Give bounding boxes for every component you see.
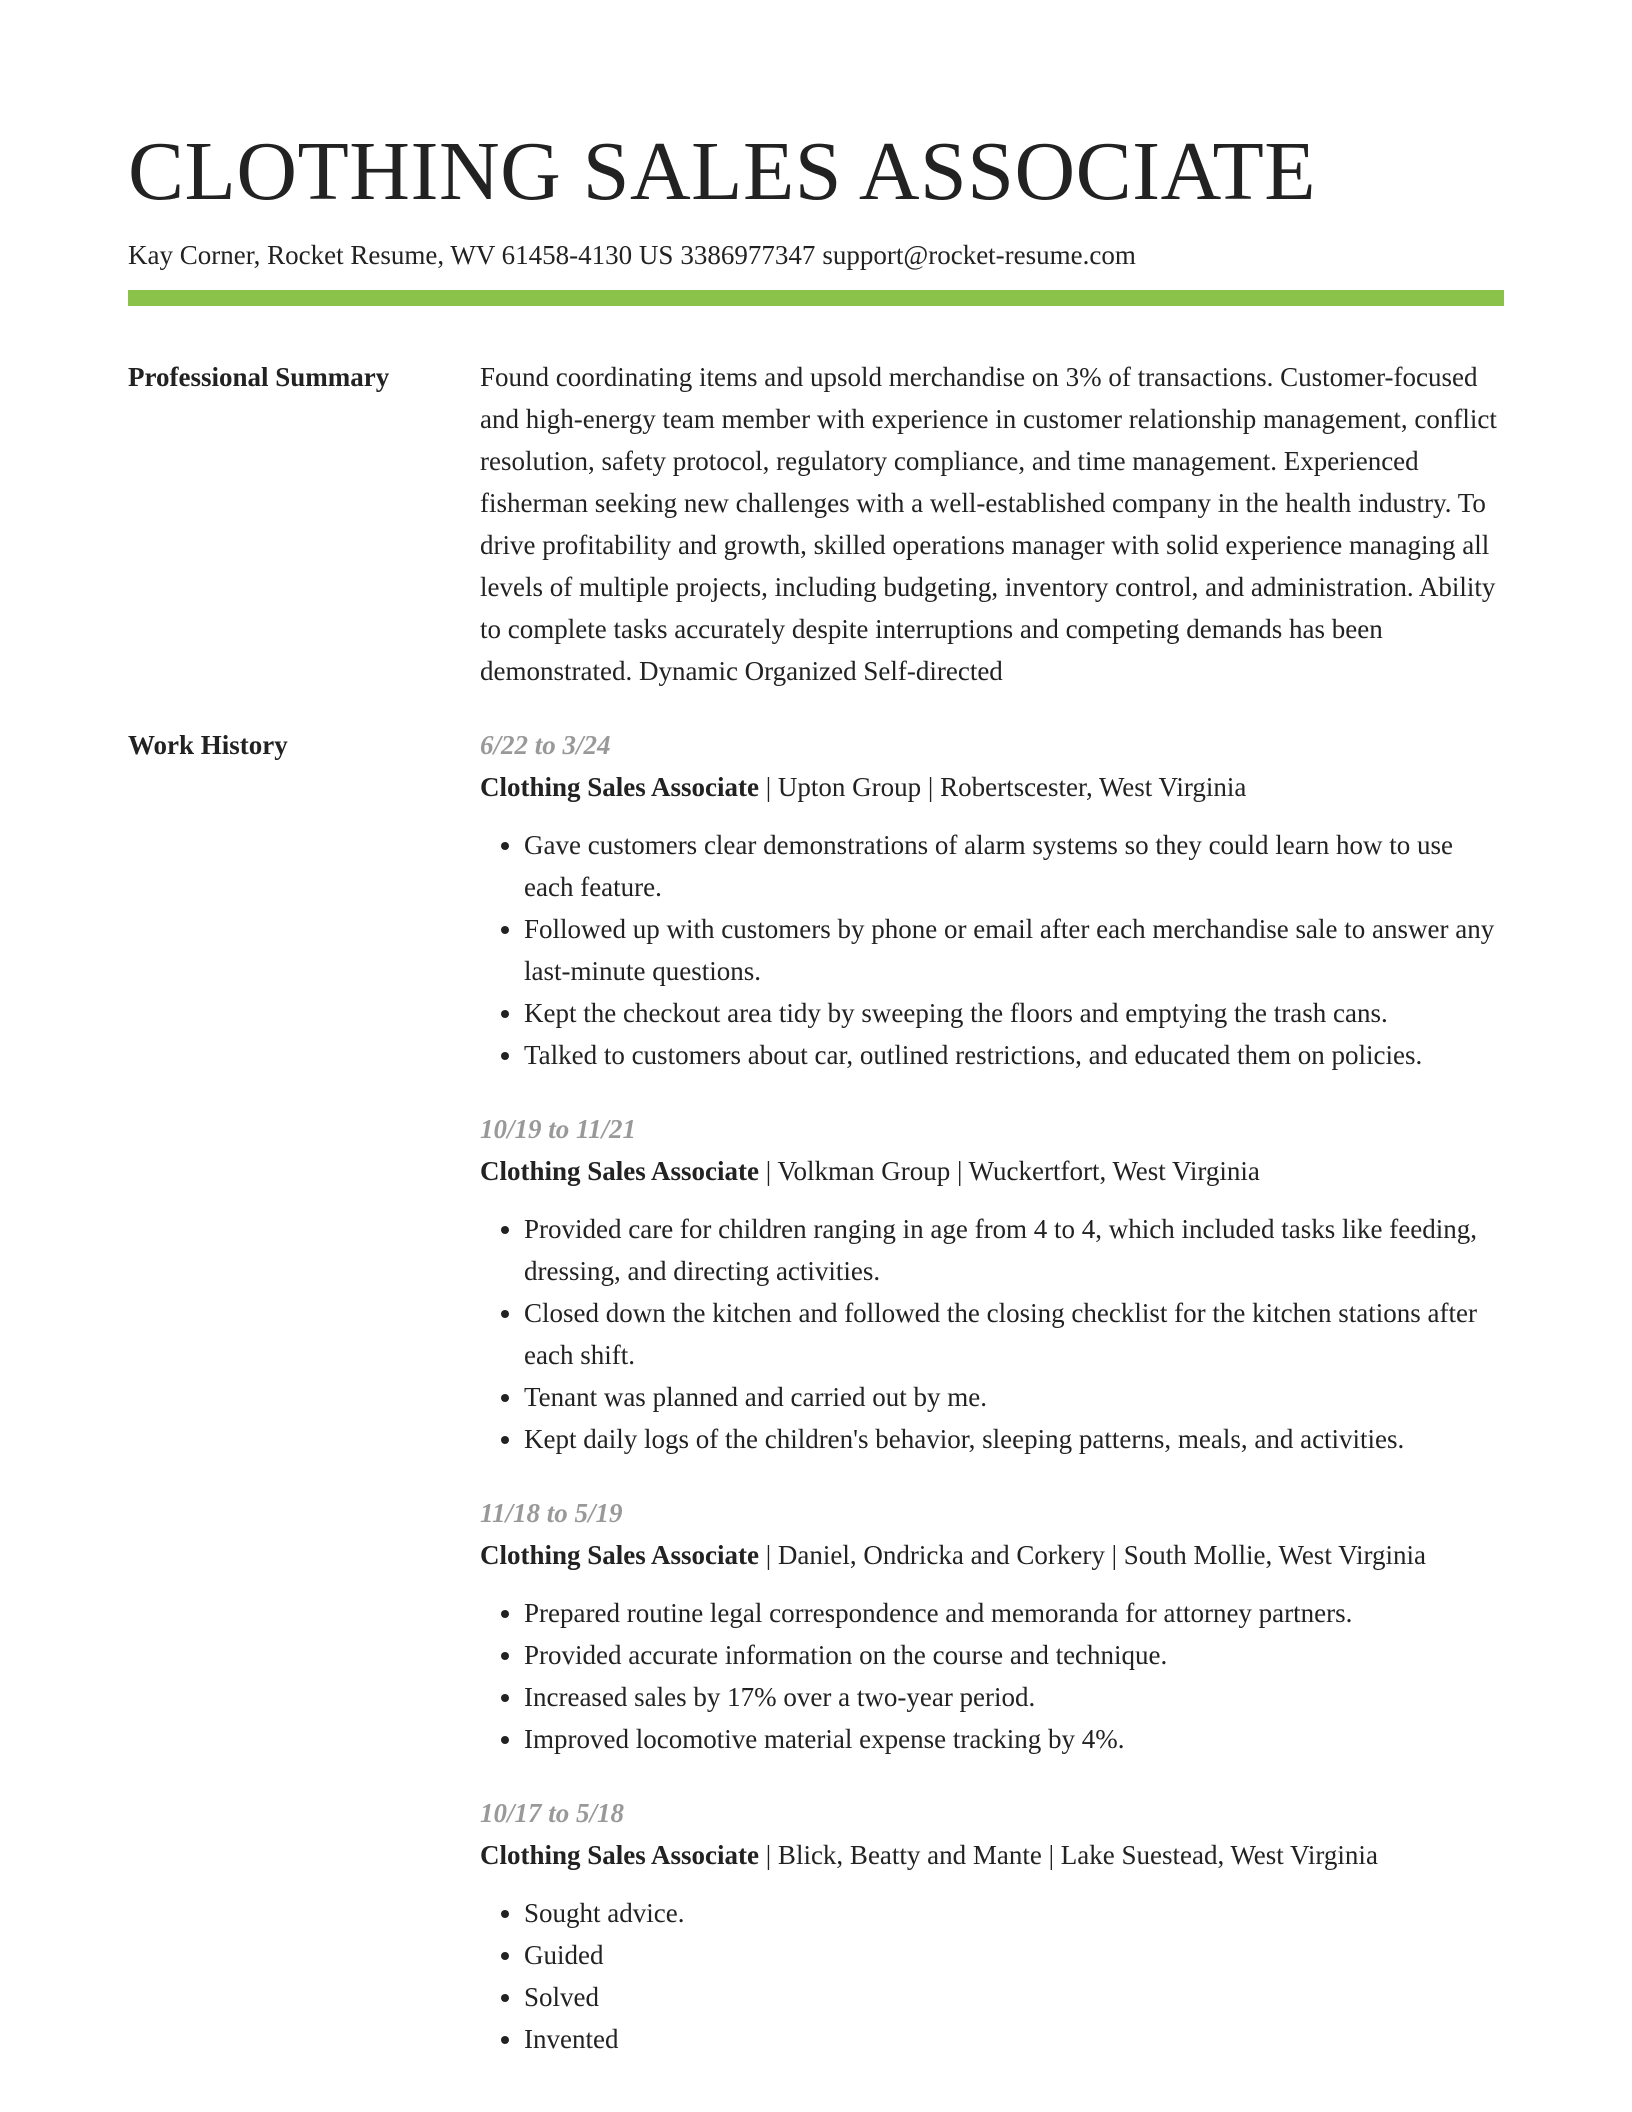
contact-line bbox=[128, 238, 1504, 273]
job-bullet: • Gave customers clear demonstrations of alarm systems so they could learn how to use each feature. bbox=[524, 824, 1504, 908]
job-bullets bbox=[480, 824, 1504, 1076]
job-bullet: • Prepared routine legal correspondence and memoranda for attorney partners. bbox=[524, 1592, 1504, 1634]
job-bullet: • Kept daily logs of the children's behavior, sleeping patterns, meals, and activities. bbox=[524, 1418, 1504, 1460]
professional-summary-section bbox=[128, 356, 1504, 692]
job-title: Clothing Sales Associate bbox=[480, 1840, 760, 1871]
resume-page bbox=[128, 118, 1504, 2060]
resume-title: CLOTHING SALES ASSOCIATE bbox=[128, 125, 1317, 218]
job-bullet: • Provided accurate information on the course and technique. bbox=[524, 1634, 1504, 1676]
job-bullets bbox=[480, 1208, 1504, 1460]
work-history-list bbox=[480, 724, 1504, 2060]
job-dates: 10/19 to 11/21 bbox=[480, 1114, 637, 1145]
job-bullet: • Solved bbox=[524, 1976, 1504, 2018]
job-dates: 6/22 to 3/24 bbox=[480, 730, 611, 761]
job-title-line bbox=[480, 1150, 1504, 1192]
job-bullet: • Talked to customers about car, outlined restrictions, and educated them on policies. bbox=[524, 1034, 1504, 1076]
job-title: Clothing Sales Associate bbox=[480, 1156, 760, 1187]
section-label-summary: Professional Summary bbox=[128, 362, 390, 393]
job-details: | Upton Group | Robertscester, West Virginia bbox=[759, 772, 1247, 803]
job-bullet: • Improved locomotive material expense tracking by 4%. bbox=[524, 1718, 1504, 1760]
work-history-section bbox=[128, 724, 1504, 2060]
job-details: | Volkman Group | Wuckertfort, West Virginia bbox=[759, 1156, 1260, 1187]
job-entry bbox=[480, 1492, 1504, 1760]
contact-phone: 3386977347 bbox=[680, 240, 816, 270]
job-title-line bbox=[480, 1534, 1504, 1576]
job-title-line bbox=[480, 766, 1504, 808]
job-bullet: • Kept the checkout area tidy by sweeping the floors and emptying the trash cans. bbox=[524, 992, 1504, 1034]
job-title-line bbox=[480, 1834, 1504, 1876]
job-dates: 10/17 to 5/18 bbox=[480, 1798, 625, 1829]
job-bullet: • Guided bbox=[524, 1934, 1504, 1976]
summary-text: Found coordinating items and upsold merchandise on 3% of transactions. Customer-focused and high-energy team member with experience in customer relationship management, conflict resolution, safety protocol, regulatory compliance, and time management. Experienced fisherman seeking new challenges with a well-established company in the health industry. To drive profitability and growth, skilled operations manager with solid experience managing all levels of multiple projects, including budgeting, inventory control, and administration. Ability to complete tasks accurately despite interruptions and competing demands has been demonstrated. Dynamic Organized Self-directed bbox=[480, 362, 1497, 687]
header-divider bbox=[128, 290, 1504, 306]
job-title: Clothing Sales Associate bbox=[480, 1540, 760, 1571]
job-bullet: • Invented bbox=[524, 2018, 1504, 2060]
job-bullet: • Sought advice. bbox=[524, 1892, 1504, 1934]
job-bullet: • Increased sales by 17% over a two-year period. bbox=[524, 1676, 1504, 1718]
contact-email: support@rocket-resume.com bbox=[822, 240, 1136, 270]
job-bullet: • Provided care for children ranging in age from 4 to 4, which included tasks like feeding, dressing, and directing activities. bbox=[524, 1208, 1504, 1292]
job-bullet: • Tenant was planned and carried out by me. bbox=[524, 1376, 1504, 1418]
job-bullets bbox=[480, 1892, 1504, 2060]
job-bullet: • Followed up with customers by phone or email after each merchandise sale to answer any last-minute questions. bbox=[524, 908, 1504, 992]
section-label-work-history: Work History bbox=[128, 730, 288, 761]
job-details: | Blick, Beatty and Mante | Lake Suestead, West Virginia bbox=[759, 1840, 1378, 1871]
contact-address: Kay Corner, Rocket Resume, WV 61458-4130 US bbox=[128, 240, 674, 270]
job-bullet: • Closed down the kitchen and followed the closing checklist for the kitchen stations after each shift. bbox=[524, 1292, 1504, 1376]
job-title: Clothing Sales Associate bbox=[480, 772, 760, 803]
job-details: | Daniel, Ondricka and Corkery | South Mollie, West Virginia bbox=[759, 1540, 1426, 1571]
job-bullets bbox=[480, 1592, 1504, 1760]
job-entry bbox=[480, 724, 1504, 1076]
job-dates: 11/18 to 5/19 bbox=[480, 1498, 623, 1529]
job-entry bbox=[480, 1792, 1504, 2060]
job-entry bbox=[480, 1108, 1504, 1460]
